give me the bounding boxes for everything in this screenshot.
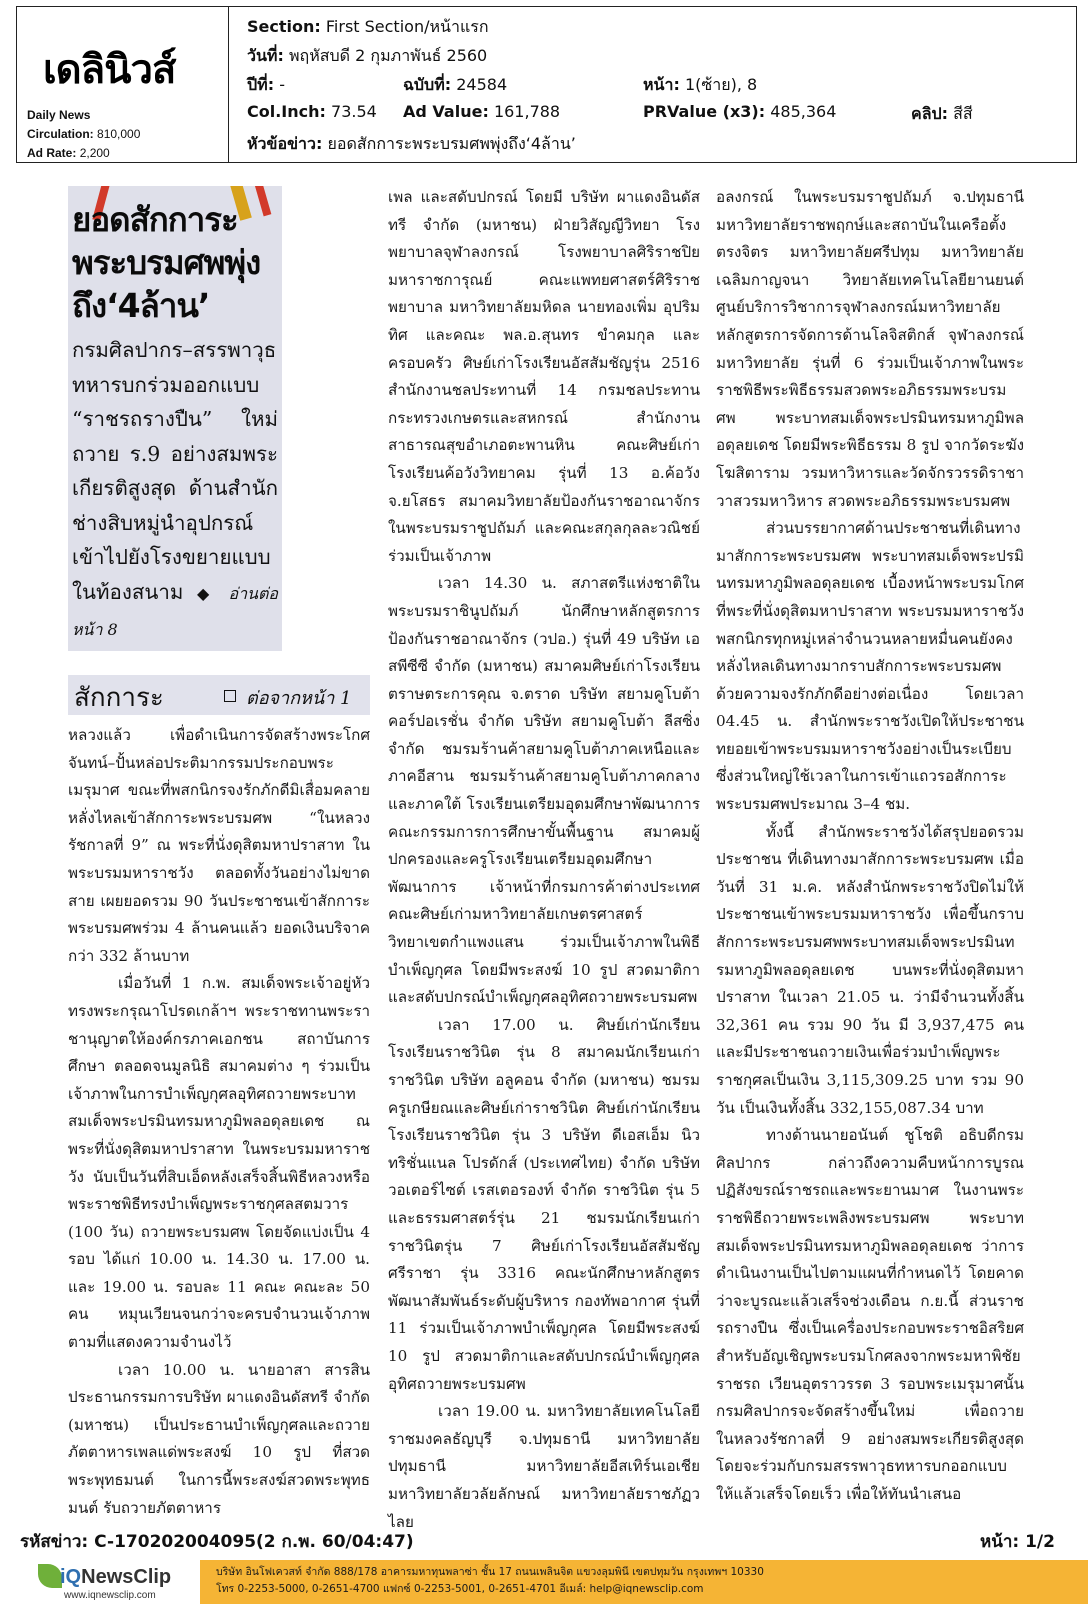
year-row bbox=[247, 73, 285, 98]
company-phones: โทร 0-2253-5000, 0-2651-4700 แฟกซ์ 0-2253-5001, 0-2651-4701 อีเมล์: help@iqnewsclip.com bbox=[216, 1583, 704, 1595]
clip-label: คลิป: bbox=[911, 104, 949, 123]
date-row bbox=[247, 44, 487, 69]
clip-value: สีสี bbox=[953, 104, 973, 123]
clipping-details bbox=[231, 7, 1076, 162]
leaf-icon bbox=[38, 1564, 62, 1588]
colinch-row bbox=[247, 102, 377, 121]
col1-paragraph-3: เวลา 10.00 น. นายอาสา สารสิน ประธานกรรมการบริษัท ผาแดงอินดัสทรี จำกัด (มหาชน) เป็นประธานบำเพ็ญกุศลและถวายภัตตาหารเพลแด่พระสงฆ์ 10 รูป ที่สวดพระพุทธมนต์ ในการนี้พระสงฆ์สวดพระพุทธมนต์ รับถวายภัตตาหาร bbox=[68, 1360, 370, 1517]
headline-value: ยอดสักการะพระบรมศพพุ่งถึง‘4ล้าน’ bbox=[327, 134, 576, 153]
circulation-label: Circulation: bbox=[27, 127, 94, 141]
col3-paragraph-2: ส่วนบรรยากาศด้านประชาชนที่เดินทางมาสักการะพระบรมศพ พระบาทสมเด็จพระปรมินทรมหาภูมิพลอดุลยเดช เบื้องหน้าพระบรมโกศ ที่พระที่นั่งดุสิตมหาปราสาท พระบรมมหาราชวัง พสกนิกรทุกหมู่เหล่าจำนวนหลายหมื่นคนยังคงหลั่งไหลเดินทางมากราบสักการะพระบรมศพด้วยความจงรักภักดีอย่างต่อเนื่อง โดยเวลา 04.45 น. สำนักพระราชวังเปิดให้ประชาชนทยอยเข้าพระบรมมหาราชวังอย่างเป็นระเบียบ ซึ่งส่วนใหญ่ใช้เวลาในการเข้าแถวรอสักการะพระบรมศพประมาณ 3–4 ชม. bbox=[716, 519, 1024, 814]
issue-row bbox=[403, 73, 507, 98]
col2-paragraph-4: เวลา 19.00 น. มหาวิทยาลัยเทคโนโลยีราชมงคลธัญบุรี จ.ปทุมธานี มหาวิทยาลัยปทุมธานี มหาวิทยาลัยอีสเทิร์นเอเชีย มหาวิทยาลัยวลัยลักษณ์ มหาวิทยาลัยราชภัฏวไลย bbox=[388, 1402, 700, 1531]
col2-paragraph-2: เวลา 14.30 น. สภาสตรีแห่งชาติในพระบรมราชินูปถัมภ์ นักศึกษาหลักสูตรการป้องกันราชอาณาจักร (วปอ.) รุ่นที่ 49 บริษัท เอสพีซีซี จำกัด (มหาชน) สมาคมศิษย์เก่าโรงเรียนตราษตระการคุณ จ.ตราด บริษัท สยามคูโบต้าคอร์ปอเรชั่น จำกัด บริษัท สยามคูโบต้า ลีสซิ่ง จำกัด ชมรมร้านค้าสยามคูโบต้าภาคเหนือและภาคอีสาน ชมรมร้านค้าสยามคูโบต้าภาคกลางและภาคใต้ โรงเรียนเตรียมอุดมศึกษาพัฒนาการ คณะกรรมการการศึกษาขั้นพื้นฐาน สมาคมผู้ปกครองและครูโรงเรียนเตรียมอุดมศึกษาพัฒนาการ เจ้าหน้าที่กรมการค้าต่างประเทศ คณะศิษย์เก่ามหาวิทยาลัยเกษตรศาสตร์ วิทยาเขตกำแพงแสน ร่วมเป็นเจ้าภาพในพิธีบำเพ็ญกุศล โดยมีพระสงฆ์ 10 รูป สวดมาติกาและสดับปกรณ์บำเพ็ญกุศลอุทิศถวายพระบรมศพ bbox=[388, 574, 700, 1007]
section-title: สักการะ bbox=[74, 683, 164, 713]
colinch-label: Col.Inch: bbox=[247, 102, 326, 121]
square-icon bbox=[224, 690, 236, 702]
article-column-1 bbox=[68, 722, 370, 1522]
iqnewsclip-logo bbox=[0, 1560, 200, 1604]
year-value: - bbox=[279, 75, 285, 94]
section-continue: ต่อจากหน้า 1 bbox=[246, 688, 352, 709]
circulation-value: 810,000 bbox=[97, 127, 141, 141]
page-count bbox=[980, 1528, 1055, 1555]
page-row bbox=[643, 73, 757, 98]
news-code bbox=[20, 1528, 414, 1555]
section-header bbox=[68, 675, 370, 715]
col1-paragraph-1: หลวงแล้ว เพื่อดำเนินการจัดสร้างพระโกศจันทน์–ปั้นหล่อประติมากรรมประกอบพระเมรุมาศ ขณะที่พสกนิกรจงรักภักดีมิเสื่อมคลาย หลั่งไหลเข้าสักการะพระบรมศพ “ในหลวงรัชกาลที่ 9” ณ พระที่นั่งดุสิตมหาปราสาท ในพระบรมมหาราชวัง ตลอดทั้งวันอย่างไม่ขาดสาย เผยยอดรวม 90 วันประชาชนเข้าสักการะพระบรมศพร่วม 4 ล้านคนแล้ว ยอดเงินบริจาคกว่า 332 ล้านบาท bbox=[68, 726, 370, 965]
col3-paragraph-4: ทางด้านนายอนันต์ ชูโชติ อธิบดีกรมศิลปากร กล่าวถึงความคืบหน้าการบูรณปฏิสังขรณ์ราชรถและพระยานมาศ ในงานพระราชพิธีถวายพระเพลิงพระบรมศพ พระบาทสมเด็จพระปรมินทรมหาภูมิพลอดุลยเดช ว่าการดำเนินงานเป็นไปตามแผนที่กำหนดไว้ โดยคาดว่าจะบูรณะแล้วเสร็จช่วงเดือน ก.ย.นี้ ส่วนราชรถรางปืน ซึ่งเป็นเครื่องประกอบพระราชอิสริยศ สำหรับอัญเชิญพระบรมโกศลงจากพระมหาพิชัยราชรถ เวียนอุตราวรรต 3 รอบพระเมรุมาศนั้น กรมศิลปากรจะจัดสร้างขึ้นใหม่ เพื่อถวายในหลวงรัชกาลที่ 9 อย่างสมพระเกียรติสูงสุด โดยจะร่วมกับกรมสรรพาวุธทหารบกออกแบบให้แล้วเสร็จโดยเร็ว เพื่อให้ทันนำเสนอ bbox=[716, 1126, 1024, 1503]
advalue-row bbox=[403, 102, 560, 121]
company-contact bbox=[216, 1564, 764, 1598]
logo-wordmark: iQNewsClip bbox=[60, 1566, 172, 1588]
section-label: Section: bbox=[247, 17, 321, 36]
issue-label: ฉบับที่: bbox=[403, 75, 452, 94]
col2-paragraph-1: เพล และสดับปกรณ์ โดยมี บริษัท ผาแดงอินดัสทรี จำกัด (มหาชน) ฝ่ายวิสัญญีวิทยา โรงพยาบาลจุฬาลงกรณ์ โรงพยาบาลศิริราชปิยมหาราชการุณย์ คณะแพทยศาสตร์ศิริราชพยาบาล มหาวิทยาลัยมหิดล นายทองเพิ่ม อุปริมทิศ และคณะ พล.อ.สุนทร ขำคมกุล และครอบครัว ศิษย์เก่าโรงเรียนอัสสัมชัญรุ่น 2516 สำนักงานชลประทานที่ 14 กรมชลประทาน กระทรวงเกษตรและสหกรณ์ สำนักงานสาธารณสุขอำเภอตะพานหิน คณะศิษย์เก่าโรงเรียนค้อวังวิทยาคม รุ่นที่ 13 อ.ค้อวัง จ.ยโสธร สมาคมวิทยาลัยป้องกันราชอาณาจักร ในพระบรมราชูปถัมภ์ และคณะสกุลกุลละวณิชย์ ร่วมเป็นเจ้าภาพ bbox=[388, 188, 700, 565]
col3-paragraph-1: อลงกรณ์ ในพระบรมราชูปถัมภ์ จ.ปทุมธานี มหาวิทยาลัยราชพฤกษ์และสถาบันในเครือตั้งตรงจิตร มหาวิทยาลัยศรีปทุม มหาวิทยาลัยเฉลิมกาญจนา วิทยาลัยเทคโนโลยียานยนต์ ศูนย์บริการวิชาการจุฬาลงกรณ์มหาวิทยาลัย หลักสูตรการจัดการด้านโลจิสติกส์ จุฬาลงกรณ์มหาวิทยาลัย รุ่นที่ 6 ร่วมเป็นเจ้าภาพในพระราชพิธีพระพิธีธรรมสวดพระอภิธรรมพระบรมศพ พระบาทสมเด็จพระปรมินทรมหาภูมิพลอดุลยเดช โดยมีพระพิธีธรรม 8 รูป จากวัดระฆังโฆสิตาราม วรมหาวิหารและวัดจักรวรรดิราชาวาสวรมหาวิหาร สวดพระอภิธรรมพระบรมศพ bbox=[716, 188, 1024, 510]
clip-row bbox=[911, 102, 973, 127]
date-label: วันที่: bbox=[247, 46, 284, 65]
ad-rate-label: Ad Rate: bbox=[27, 146, 77, 160]
section-value: First Section/หน้าแรก bbox=[325, 17, 489, 36]
page-value: 1(ซ้าย), 8 bbox=[684, 75, 758, 94]
prvalue-row bbox=[643, 102, 836, 121]
page-count-value: 1/2 bbox=[1025, 1532, 1055, 1552]
article-column-2 bbox=[388, 184, 700, 1536]
prvalue-value: 485,364 bbox=[770, 102, 837, 121]
news-code-value: C-170202004095(2 ก.พ. 60/04:47) bbox=[94, 1532, 414, 1552]
section-row bbox=[247, 15, 489, 40]
company-address: บริษัท อินโฟเควสท์ จำกัด 888/178 อาคารมหาทุนพลาซ่า ชั้น 17 ถนนเพลินจิต แขวงลุมพินี เขตปทุมวัน กรุงเทพฯ 10330 bbox=[216, 1566, 764, 1578]
publication-panel bbox=[17, 7, 229, 162]
article-column-3 bbox=[716, 184, 1024, 1509]
headline-row bbox=[247, 132, 576, 157]
page-count-label: หน้า: bbox=[980, 1532, 1020, 1552]
colinch-value: 73.54 bbox=[331, 102, 377, 121]
col1-paragraph-2: เมื่อวันที่ 1 ก.พ. สมเด็จพระเจ้าอยู่หัวทรงพระกรุณาโปรดเกล้าฯ พระราชทานพระราชานุญาตให้องค์กรภาคเอกชน สถาบันการศึกษา ตลอดจนมูลนิธิ สมาคมต่าง ๆ ร่วมเป็นเจ้าภาพในการบำเพ็ญกุศลอุทิศถวายพระบาทสมเด็จพระปรมินทรมหาภูมิพลอดุลยเดช ณ พระที่นั่งดุสิตมหาปราสาท ในพระบรมมหาราชวัง นับเป็นวันที่สิบเอ็ดหลังเสร็จสิ้นพิธีหลวงหรือพระราชพิธีทรงบำเพ็ญพระราชกุศลสตมวาร (100 วัน) ถวายพระบรมศพ โดยจัดแบ่งเป็น 4 รอบ ได้แก่ 10.00 น. 14.30 น. 17.00 น. และ 19.00 น. รอบละ 11 คณะ คณะละ 50 คน หมุนเวียนจนกว่าจะครบจำนวนเจ้าภาพตามที่แสดงความจำนงไว้ bbox=[68, 974, 370, 1352]
lead-text: กรมศิลปากร–สรรพาวุธทหารบกร่วมออกแบบ “ราชรถรางปืน” ใหม่ ถวาย ร.9 อย่างสมพระเกียรติสูงสุด ด้านสำนักช่างสิบหมู่นำอุปกรณ์เข้าไปยังโรงขยายแบบในท้องสนาม bbox=[72, 338, 278, 604]
lead-continue: ◆ อ่านต่อหน้า 8 bbox=[72, 583, 278, 639]
date-value: พฤหัสบดี 2 กุมภาพันธ์ 2560 bbox=[288, 46, 488, 65]
publication-en-name: Daily News bbox=[27, 108, 91, 122]
publication-meta bbox=[27, 106, 140, 163]
article-lead bbox=[68, 327, 282, 648]
prvalue-label: PRValue (x3): bbox=[643, 102, 766, 121]
footer-strip bbox=[0, 1560, 1088, 1604]
news-code-label: รหัสข่าว: bbox=[20, 1532, 89, 1552]
ad-rate-value: 2,200 bbox=[79, 146, 110, 160]
page-label: หน้า: bbox=[643, 75, 680, 94]
advalue-value: 161,788 bbox=[493, 102, 561, 121]
issue-value: 24584 bbox=[456, 75, 508, 94]
advalue-label: Ad Value: bbox=[403, 102, 489, 121]
headline-label: หัวข้อข่าว: bbox=[247, 134, 323, 153]
publication-logo: เดลินิวส์ bbox=[43, 47, 176, 93]
logo-url: www.iqnewsclip.com bbox=[64, 1590, 156, 1601]
clipping-header bbox=[16, 6, 1077, 163]
col3-paragraph-3: ทั้งนี้ สำนักพระราชวังได้สรุปยอดรวมประชาชน ที่เดินทางมาสักการะพระบรมศพ เมื่อวันที่ 31 ม.ค. หลังสำนักพระราชวังปิดไม่ให้ประชาชนเข้าพระบรมมหาราชวัง เพื่อขึ้นกราบสักการะพระบรมศพพระบาทสมเด็จพระปรมินทรมหาภูมิพลอดุลยเดช บนพระที่นั่งดุสิตมหาปราสาท ในเวลา 21.05 น. ว่ามีจำนวนทั้งสิ้น 32,361 คน รวม 90 วัน มี 3,937,475 คน และมีประชาชนถวายเงินเพื่อร่วมบำเพ็ญพระราชกุศลเป็นเงิน 3,115,309.25 บาท รวม 90 วัน เป็นเงินทั้งสิ้น 332,155,087.34 บาท bbox=[716, 822, 1024, 1117]
headline-box bbox=[68, 186, 282, 651]
col2-paragraph-3: เวลา 17.00 น. ศิษย์เก่านักเรียนโรงเรียนราชวินิต รุ่น 8 สมาคมนักเรียนเก่าราชวินิต บริษัท อลูคอน จำกัด (มหาชน) ชมรมครูเกษียณและศิษย์เก่าราชวินิต ศิษย์เก่านักเรียนโรงเรียนราชวินิต รุ่น 3 บริษัท ดีเอสเอ็ม นิวทริชั่นแนล โปรดักส์ (ประเทศไทย) จำกัด บริษัท วอเตอร์ไซต์ เรสเตอรองท์ จำกัด ราชวินิต รุ่น 5 และธรรมศาสตร์รุ่น 21 ชมรมนักเรียนเก่าราชวินิตรุ่น 7 ศิษย์เก่าโรงเรียนอัสสัมชัญศรีราชา รุ่น 3316 คณะนักศึกษาหลักสูตรพัฒนาสัมพันธ์ระดับผู้บริหาร กองทัพอากาศ รุ่นที่ 11 ร่วมเป็นเจ้าภาพบำเพ็ญกุศล โดยมีพระสงฆ์ 10 รูป สวดมาติกาและสดับปกรณ์บำเพ็ญกุศลอุทิศถวายพระบรมศพ bbox=[388, 1015, 700, 1393]
article-headline: ยอดสักการะพระบรมศพพุ่งถึง‘4ล้าน’ bbox=[72, 200, 261, 325]
year-label: ปีที่: bbox=[247, 75, 275, 94]
